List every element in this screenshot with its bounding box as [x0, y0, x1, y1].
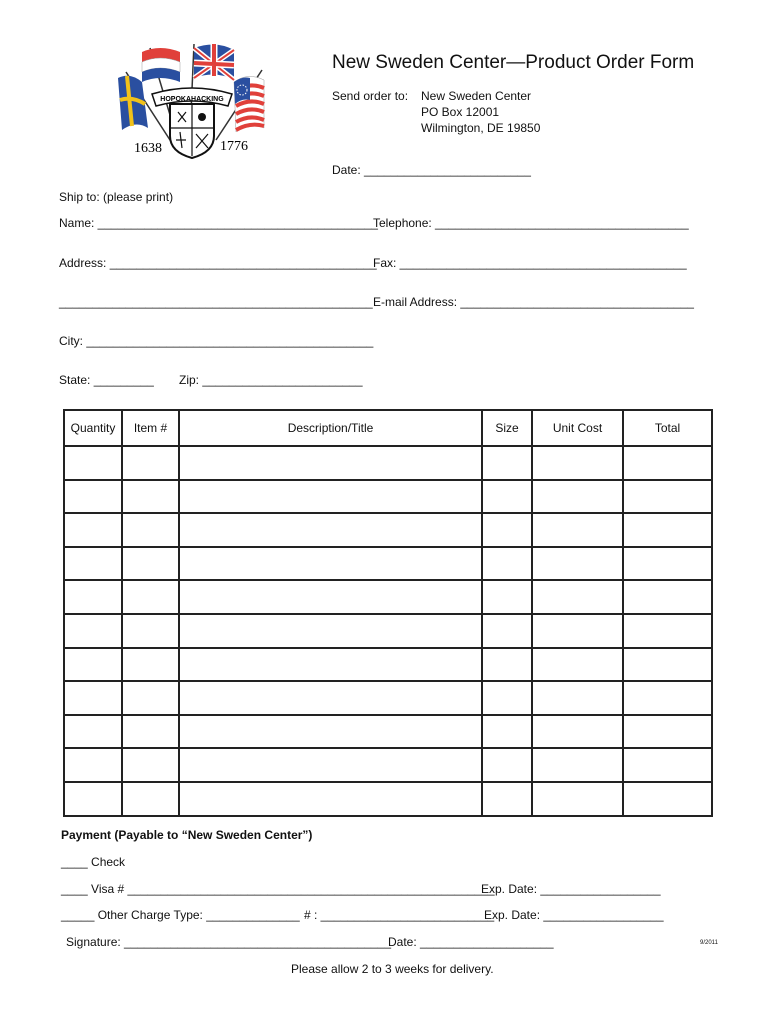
unit-cost-cell[interactable]	[532, 681, 623, 715]
table-row	[64, 782, 712, 816]
size-cell[interactable]	[482, 513, 532, 547]
unit-cost-cell[interactable]	[532, 648, 623, 682]
total-cell[interactable]	[623, 513, 712, 547]
description-cell[interactable]	[179, 748, 482, 782]
send-order-label: Send order to:	[332, 89, 409, 103]
address-line-1: New Sweden Center	[421, 89, 532, 103]
description-cell[interactable]	[179, 446, 482, 480]
telephone-field[interactable]: Telephone: ______________________________________	[373, 216, 689, 230]
size-cell[interactable]	[482, 547, 532, 581]
table-row	[64, 748, 712, 782]
banner-text: HOPOKAHACKING	[160, 96, 224, 103]
quantity-cell[interactable]	[64, 513, 122, 547]
total-cell[interactable]	[623, 446, 712, 480]
item-number-cell[interactable]	[122, 480, 179, 514]
size-cell[interactable]	[482, 446, 532, 480]
table-row	[64, 715, 712, 749]
description-cell[interactable]	[179, 547, 482, 581]
total-cell[interactable]	[623, 748, 712, 782]
quantity-cell[interactable]	[64, 446, 122, 480]
item-number-cell[interactable]	[122, 715, 179, 749]
size-cell[interactable]	[482, 580, 532, 614]
size-cell[interactable]	[482, 681, 532, 715]
address-line-3: Wilmington, DE 19850	[421, 121, 541, 135]
other-exp-date-field[interactable]: Exp. Date: __________________	[484, 908, 664, 922]
description-cell[interactable]	[179, 614, 482, 648]
item-number-cell[interactable]	[122, 681, 179, 715]
address-line-2-field[interactable]: _______________________________________________	[59, 295, 373, 309]
size-cell[interactable]	[482, 480, 532, 514]
table-row	[64, 614, 712, 648]
quantity-cell[interactable]	[64, 715, 122, 749]
table-row	[64, 446, 712, 480]
total-cell[interactable]	[623, 782, 712, 816]
state-field[interactable]: State: _________	[59, 373, 154, 387]
fax-field[interactable]: Fax: ___________________________________________	[373, 256, 687, 270]
form-version: 9/2011	[700, 940, 718, 946]
year-left-text: 1638	[134, 141, 162, 156]
quantity-cell[interactable]	[64, 547, 122, 581]
other-charge-number-field[interactable]: # : __________________________	[304, 908, 495, 922]
total-cell[interactable]	[623, 480, 712, 514]
visa-number-field[interactable]: ____ Visa # _______________________________________________________	[61, 882, 495, 896]
quantity-cell[interactable]	[64, 748, 122, 782]
unit-cost-cell[interactable]	[532, 614, 623, 648]
description-cell[interactable]	[179, 681, 482, 715]
signature-date-field[interactable]: Date: ____________________	[388, 935, 554, 949]
address-line-2: PO Box 12001	[421, 105, 500, 119]
check-option[interactable]: ____ Check	[61, 855, 126, 869]
col-unit-cost: Unit Cost	[532, 410, 623, 446]
description-cell[interactable]	[179, 580, 482, 614]
zip-field[interactable]: Zip: ________________________	[179, 373, 363, 387]
total-cell[interactable]	[623, 648, 712, 682]
british-flag-icon	[194, 44, 234, 80]
table-row	[64, 681, 712, 715]
description-cell[interactable]	[179, 648, 482, 682]
unit-cost-cell[interactable]	[532, 513, 623, 547]
payment-heading: Payment (Payable to “New Sweden Center”)	[61, 828, 313, 842]
description-cell[interactable]	[179, 782, 482, 816]
item-number-cell[interactable]	[122, 648, 179, 682]
total-cell[interactable]	[623, 681, 712, 715]
item-number-cell[interactable]	[122, 547, 179, 581]
col-description: Description/Title	[179, 410, 482, 446]
size-cell[interactable]	[482, 614, 532, 648]
order-items-table	[63, 409, 713, 817]
item-number-cell[interactable]	[122, 580, 179, 614]
size-cell[interactable]	[482, 648, 532, 682]
visa-exp-date-field[interactable]: Exp. Date: __________________	[481, 882, 661, 896]
unit-cost-cell[interactable]	[532, 715, 623, 749]
table-row	[64, 648, 712, 682]
signature-field[interactable]: Signature: ________________________________________	[66, 935, 391, 949]
unit-cost-cell[interactable]	[532, 480, 623, 514]
email-field[interactable]: E-mail Address: ___________________________________	[373, 295, 694, 309]
table-row	[64, 513, 712, 547]
item-number-cell[interactable]	[122, 446, 179, 480]
order-date-field[interactable]: Date: _________________________	[332, 163, 531, 177]
size-cell[interactable]	[482, 782, 532, 816]
col-size: Size	[482, 410, 532, 446]
shield-icon	[170, 104, 214, 158]
name-field[interactable]: Name: __________________________________________	[59, 216, 378, 230]
col-quantity: Quantity	[64, 410, 122, 446]
address-field[interactable]: Address: ________________________________________	[59, 256, 377, 270]
other-charge-type-field[interactable]: _____ Other Charge Type: ______________	[61, 908, 300, 922]
quantity-cell[interactable]	[64, 648, 122, 682]
swedish-flag-icon	[118, 76, 148, 130]
col-item-number: Item #	[122, 410, 179, 446]
total-cell[interactable]	[623, 614, 712, 648]
dutch-flag-icon	[142, 48, 180, 82]
size-cell[interactable]	[482, 715, 532, 749]
new-sweden-crest-logo	[112, 40, 272, 160]
total-cell[interactable]	[623, 547, 712, 581]
item-number-cell[interactable]	[122, 614, 179, 648]
quantity-cell[interactable]	[64, 580, 122, 614]
quantity-cell[interactable]	[64, 681, 122, 715]
description-cell[interactable]	[179, 715, 482, 749]
unit-cost-cell[interactable]	[532, 547, 623, 581]
description-cell[interactable]	[179, 480, 482, 514]
item-number-cell[interactable]	[122, 748, 179, 782]
table-row	[64, 580, 712, 614]
delivery-note: Please allow 2 to 3 weeks for delivery.	[291, 962, 494, 976]
unit-cost-cell[interactable]	[532, 580, 623, 614]
ship-to-heading: Ship to: (please print)	[59, 190, 174, 204]
city-field[interactable]: City: ___________________________________________	[59, 334, 374, 348]
table-row	[64, 547, 712, 581]
description-cell[interactable]	[179, 513, 482, 547]
unit-cost-cell[interactable]	[532, 446, 623, 480]
item-number-cell[interactable]	[122, 513, 179, 547]
table-row	[64, 480, 712, 514]
total-cell[interactable]	[623, 580, 712, 614]
unit-cost-cell[interactable]	[532, 748, 623, 782]
us-flag-icon	[234, 76, 264, 132]
year-right-text: 1776	[220, 139, 248, 154]
col-total: Total	[623, 410, 712, 446]
quantity-cell[interactable]	[64, 480, 122, 514]
page-title: New Sweden Center—Product Order Form	[332, 52, 695, 73]
table-header-row	[64, 410, 712, 446]
quantity-cell[interactable]	[64, 782, 122, 816]
total-cell[interactable]	[623, 715, 712, 749]
quantity-cell[interactable]	[64, 614, 122, 648]
size-cell[interactable]	[482, 748, 532, 782]
item-number-cell[interactable]	[122, 782, 179, 816]
table-body	[64, 446, 712, 816]
unit-cost-cell[interactable]	[532, 782, 623, 816]
